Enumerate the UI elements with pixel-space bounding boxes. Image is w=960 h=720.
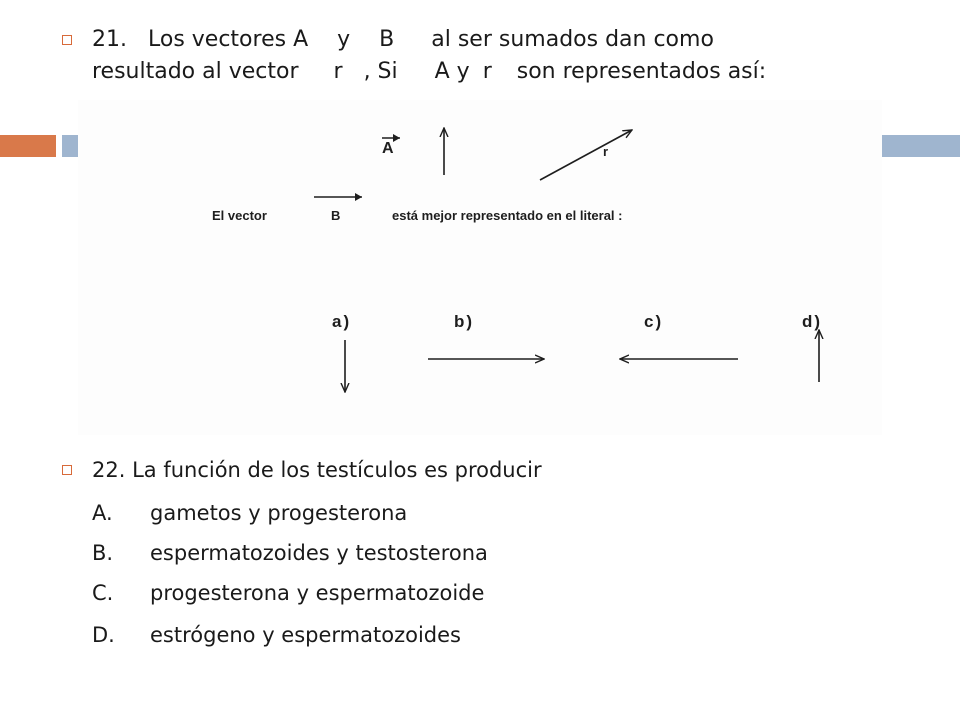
vector-r-arrow [540, 130, 632, 180]
q21-l2-p1: resultado al vector [92, 59, 299, 84]
q21-l2-p6: son representados así: [516, 59, 767, 84]
accent-bar-blue-right [878, 135, 960, 157]
question-22-text: 22. La función de los testículos es producir [92, 458, 542, 482]
q21-l2-p4: A y [434, 59, 470, 84]
vector-r-label: r [603, 144, 609, 159]
q21-l2-p3: , Si [363, 59, 398, 84]
bullet-icon [62, 465, 72, 475]
q21-text-a: Los vectores A [148, 27, 309, 52]
vector-figure [78, 100, 882, 435]
option-d-label: d) [802, 312, 823, 331]
answer-letter: C. [92, 581, 114, 605]
option-b-label: b) [454, 312, 475, 331]
answer-text: gametos y progesterona [150, 501, 408, 525]
answer-text: progesterona y espermatozoide [150, 581, 485, 605]
option-c-label: c) [644, 312, 664, 331]
answer-text: espermatozoides y testosterona [150, 541, 488, 565]
answer-letter: B. [92, 541, 114, 565]
answer-option-d[interactable] [92, 622, 461, 648]
figure-prompt-end: está mejor representado en el literal : [392, 208, 623, 223]
answer-text: estrógeno y espermatozoides [150, 623, 461, 647]
answer-option-c[interactable] [92, 580, 484, 606]
vector-figure-drawing [78, 100, 882, 435]
answer-letter: A. [92, 501, 113, 525]
bullet-icon [62, 35, 72, 45]
q21-l2-p2: r [333, 59, 343, 84]
q21-text-rest: al ser sumados dan como [431, 27, 714, 52]
option-a-label: a) [332, 312, 352, 331]
answer-option-b[interactable] [92, 540, 488, 566]
vector-a-label: A [382, 140, 394, 157]
q21-text-y: y [337, 27, 351, 52]
q21-l2-p5: r [482, 59, 492, 84]
answer-letter: D. [92, 623, 115, 647]
figure-prompt-b: B [331, 208, 341, 223]
question-21-line-2 [92, 59, 766, 85]
figure-prompt-start: El vector [212, 208, 267, 223]
q21-text-b: B [379, 27, 395, 52]
question-21-line-1 [92, 27, 714, 53]
q21-number: 21. [92, 27, 127, 52]
accent-bar-orange [0, 135, 56, 157]
answer-option-a[interactable] [92, 500, 407, 526]
